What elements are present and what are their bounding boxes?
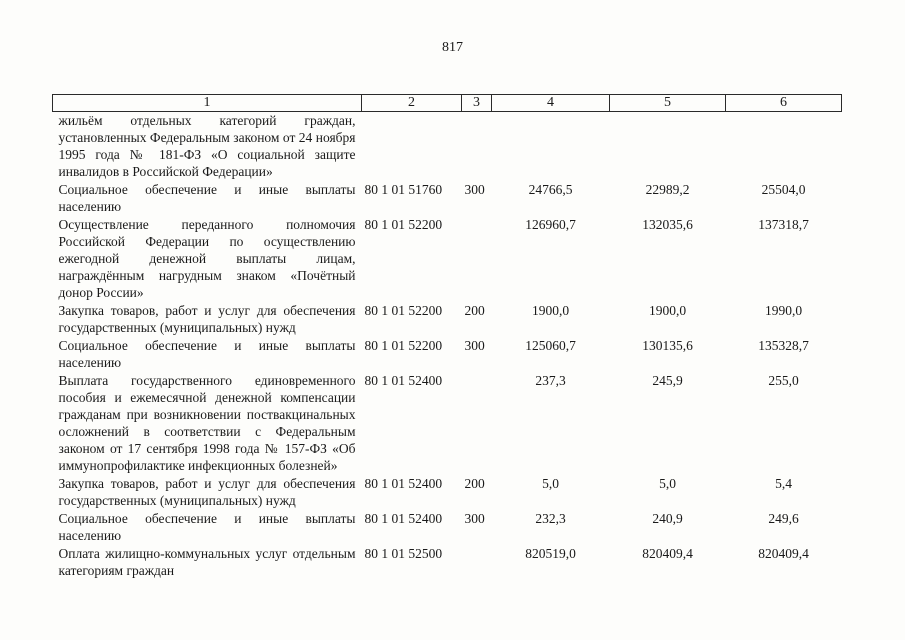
row-value-3: 1990,0	[764, 303, 803, 318]
row-value-1: 24766,5	[528, 182, 573, 197]
table-row	[53, 475, 842, 510]
row-code: 80 1 01 52400	[364, 373, 443, 388]
row-value-3: 255,0	[768, 373, 799, 388]
row-value-1: 820519,0	[525, 546, 576, 561]
row-value-3	[726, 112, 842, 182]
row-description: Социальное обеспечение и иные выплаты населению	[58, 511, 356, 543]
table-row	[53, 372, 842, 475]
row-expense-type: 200	[464, 303, 485, 318]
row-expense-type	[462, 545, 492, 580]
row-expense-type	[462, 372, 492, 475]
table-header-row	[53, 95, 842, 112]
row-value-3: 25504,0	[761, 182, 806, 197]
row-value-1: 232,3	[535, 511, 566, 526]
table-row	[53, 545, 842, 580]
row-value-2: 5,0	[659, 476, 676, 491]
row-value-1: 5,0	[542, 476, 559, 491]
row-value-2: 22989,2	[645, 182, 690, 197]
page-number: 817	[442, 40, 463, 55]
row-value-2: 820409,4	[642, 546, 693, 561]
row-description: Социальное обеспечение и иные выплаты населению	[58, 182, 356, 214]
row-code: 80 1 01 52200	[364, 217, 443, 232]
column-header-1: 1	[53, 95, 362, 112]
row-description: Осуществление переданного полномочия Российской Федерации по осуществлению ежегодной денежной выплаты лицам, награждённым нагрудным знаком «Почётный донор России»	[58, 217, 356, 300]
budget-table	[52, 94, 842, 580]
row-description: Закупка товаров, работ и услуг для обеспечения государственных (муниципальных) нужд	[58, 303, 356, 335]
row-value-1: 125060,7	[525, 338, 576, 353]
table-row	[53, 302, 842, 337]
column-header-6: 6	[726, 95, 842, 112]
row-description: Закупка товаров, работ и услуг для обеспечения государственных (муниципальных) нужд	[58, 476, 356, 508]
row-value-3: 820409,4	[758, 546, 809, 561]
row-description: жильём отдельных категорий граждан, установленных Федеральным законом от 24 ноября 1995 года № 181-ФЗ «О социальной защите инвалидов в Российской Федерации»	[58, 113, 356, 179]
table-row	[53, 112, 842, 182]
row-expense-type: 300	[464, 338, 485, 353]
row-value-3: 5,4	[775, 476, 792, 491]
row-expense-type	[462, 216, 492, 302]
row-value-2: 132035,6	[642, 217, 693, 232]
row-expense-type: 200	[464, 476, 485, 491]
table-row	[53, 337, 842, 372]
column-header-4: 4	[492, 95, 610, 112]
row-value-3: 249,6	[768, 511, 799, 526]
row-code: 80 1 01 52200	[364, 338, 443, 353]
row-description: Оплата жилищно-коммунальных услуг отдельным категориям граждан	[58, 546, 356, 578]
row-description: Социальное обеспечение и иные выплаты населению	[58, 338, 356, 370]
row-description: Выплата государственного единовременного пособия и ежемесячной денежной компенсации гражданам при возникновении поствакцинальных осложнений в соответствии с Федеральным законом от 17 сентября 1998 года № 157-ФЗ «Об иммунопрофилактике инфекционных болезней»	[58, 373, 356, 473]
row-value-1: 126960,7	[525, 217, 576, 232]
row-code: 80 1 01 52500	[364, 546, 443, 561]
row-value-2: 1900,0	[648, 303, 687, 318]
row-value-2	[610, 112, 726, 182]
row-expense-type: 300	[464, 511, 485, 526]
column-header-2: 2	[362, 95, 462, 112]
row-expense-type	[462, 112, 492, 182]
table-row	[53, 216, 842, 302]
row-value-2: 245,9	[652, 373, 683, 388]
row-expense-type: 300	[464, 182, 485, 197]
row-value-1: 237,3	[535, 373, 566, 388]
row-code: 80 1 01 52200	[364, 303, 443, 318]
row-value-3: 137318,7	[758, 217, 809, 232]
row-value-2: 130135,6	[642, 338, 693, 353]
column-header-5: 5	[610, 95, 726, 112]
row-value-1: 1900,0	[531, 303, 570, 318]
row-code: 80 1 01 52400	[364, 476, 443, 491]
table-row	[53, 181, 842, 216]
row-value-2: 240,9	[652, 511, 683, 526]
row-code	[362, 112, 462, 182]
row-code: 80 1 01 52400	[364, 511, 443, 526]
row-code: 80 1 01 51760	[364, 182, 443, 197]
column-header-3: 3	[462, 95, 492, 112]
row-value-3: 135328,7	[758, 338, 809, 353]
table-row	[53, 510, 842, 545]
row-value-1	[492, 112, 610, 182]
